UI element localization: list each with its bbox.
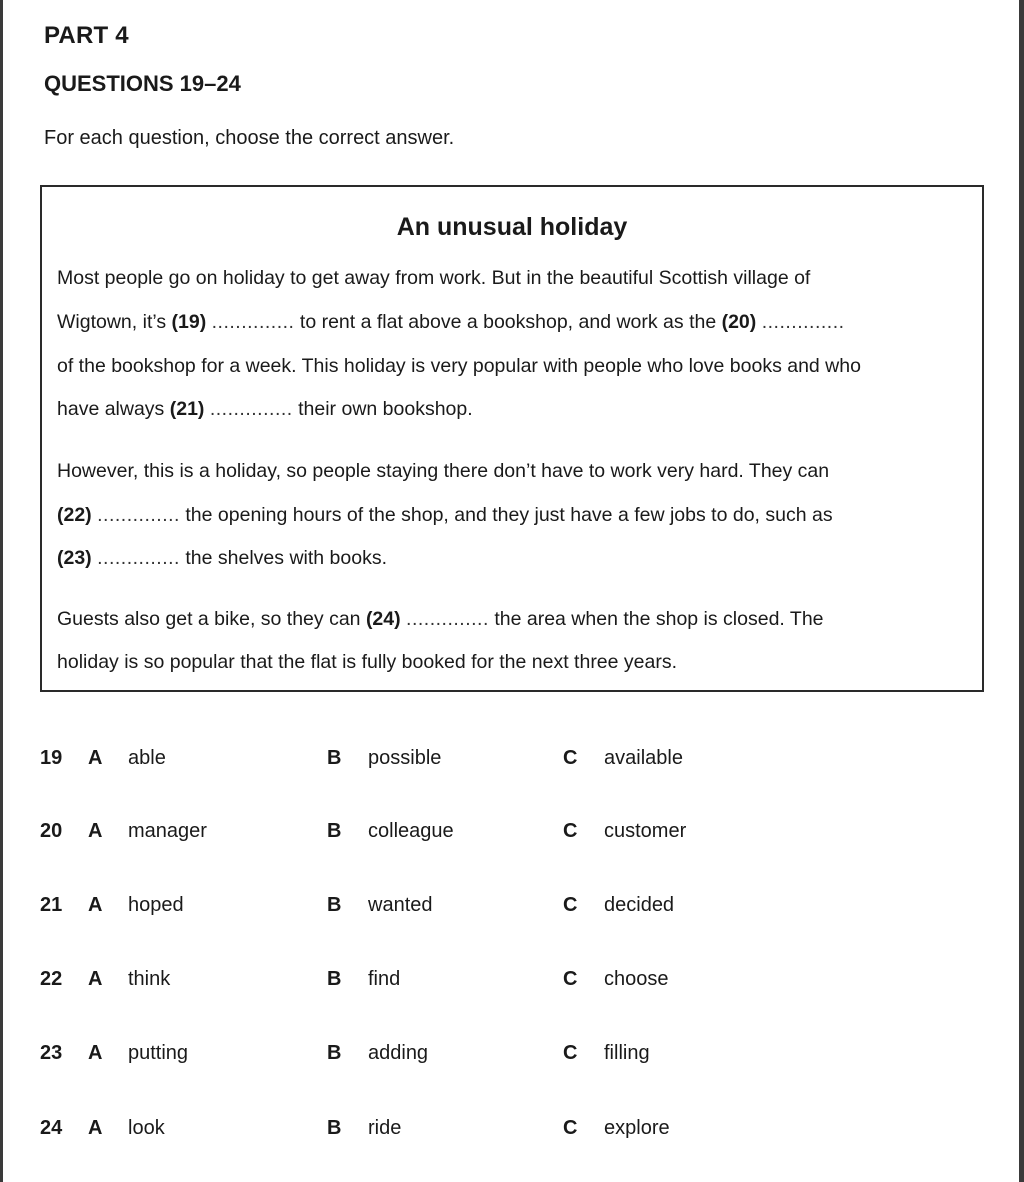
option-b[interactable]: colleague xyxy=(368,820,454,842)
question-row-22 xyxy=(0,968,1024,1008)
option-letter-a: A xyxy=(88,894,103,916)
question-number: 21 xyxy=(40,894,63,916)
option-letter-a: A xyxy=(88,1117,103,1139)
question-row-23 xyxy=(0,1042,1024,1082)
passage-line: Guests also get a bike, so they can (24) .............. the area when the shop is closed. The xyxy=(57,608,824,630)
option-letter-c: C xyxy=(563,820,578,842)
option-a[interactable]: putting xyxy=(128,1042,189,1064)
gap-20[interactable]: .............. xyxy=(761,311,845,333)
passage-line: However, this is a holiday, so people staying there don’t have to work very hard. They can xyxy=(57,460,830,482)
option-letter-b: B xyxy=(327,1117,342,1139)
passage-line: (22) .............. the opening hours of the shop, and they just have a few jobs to do, such as xyxy=(57,504,833,526)
option-letter-b: B xyxy=(327,1042,342,1064)
option-b[interactable]: adding xyxy=(368,1042,429,1064)
option-b[interactable]: wanted xyxy=(368,894,433,916)
passage-line: Most people go on holiday to get away from work. But in the beautiful Scottish village of xyxy=(57,267,811,289)
option-c[interactable]: explore xyxy=(604,1117,670,1139)
passage-box xyxy=(40,185,984,692)
question-row-20 xyxy=(0,820,1024,860)
option-c[interactable]: choose xyxy=(604,968,669,990)
option-c[interactable]: customer xyxy=(604,820,687,842)
option-letter-c: C xyxy=(563,894,578,916)
option-letter-c: C xyxy=(563,1117,578,1139)
gap-24[interactable]: .............. xyxy=(406,608,489,630)
gap-number-19: (19) xyxy=(171,311,207,333)
question-number: 24 xyxy=(40,1117,63,1139)
option-a[interactable]: able xyxy=(128,747,166,769)
option-c[interactable]: available xyxy=(604,747,683,769)
gap-number-20: (20) xyxy=(721,311,757,333)
passage-line: holiday is so popular that the flat is fully booked for the next three years. xyxy=(57,651,678,673)
gap-number-23: (23) xyxy=(57,547,92,569)
option-a[interactable]: manager xyxy=(128,820,207,842)
questions-heading: QUESTIONS 19–24 xyxy=(44,71,241,96)
instruction-text: For each question, choose the correct answer. xyxy=(44,127,455,149)
option-letter-a: A xyxy=(88,820,103,842)
option-letter-b: B xyxy=(327,747,342,769)
option-letter-b: B xyxy=(327,968,342,990)
passage-line: have always (21) .............. their own bookshop. xyxy=(57,398,473,420)
gap-number-21: (21) xyxy=(169,398,205,420)
option-letter-b: B xyxy=(327,894,342,916)
option-letter-c: C xyxy=(563,747,578,769)
gap-23[interactable]: .............. xyxy=(97,547,180,569)
passage-title: An unusual holiday xyxy=(396,213,628,241)
option-letter-a: A xyxy=(88,747,103,769)
option-letter-a: A xyxy=(88,1042,103,1064)
gap-21[interactable]: .............. xyxy=(209,398,293,420)
option-letter-c: C xyxy=(563,968,578,990)
option-c[interactable]: filling xyxy=(604,1042,650,1064)
option-a[interactable]: think xyxy=(128,968,171,990)
question-row-24 xyxy=(0,1117,1024,1157)
option-c[interactable]: decided xyxy=(604,894,675,916)
gap-22[interactable]: .............. xyxy=(97,504,180,526)
question-number: 19 xyxy=(40,747,63,769)
option-a[interactable]: hoped xyxy=(128,894,184,916)
option-a[interactable]: look xyxy=(128,1117,165,1139)
option-b[interactable]: ride xyxy=(368,1117,402,1139)
part-heading: PART 4 xyxy=(44,22,129,49)
question-number: 23 xyxy=(40,1042,63,1064)
option-letter-b: B xyxy=(327,820,342,842)
gap-number-24: (24) xyxy=(365,608,401,630)
gap-number-22: (22) xyxy=(57,504,92,526)
question-number: 20 xyxy=(40,820,63,842)
gap-19[interactable]: .............. xyxy=(211,311,295,333)
option-b[interactable]: find xyxy=(368,968,401,990)
passage-line: Wigtown, it’s (19) .............. to rent a flat above a bookshop, and work as the (20) .............. xyxy=(57,311,845,333)
passage-line: of the bookshop for a week. This holiday is very popular with people who love books and who xyxy=(57,355,861,377)
question-number: 22 xyxy=(40,968,63,990)
question-row-21 xyxy=(0,894,1024,934)
passage-line: (23) .............. the shelves with books. xyxy=(57,547,387,569)
option-letter-c: C xyxy=(563,1042,578,1064)
option-letter-a: A xyxy=(88,968,103,990)
question-row-19 xyxy=(0,747,1024,787)
option-b[interactable]: possible xyxy=(368,747,442,769)
